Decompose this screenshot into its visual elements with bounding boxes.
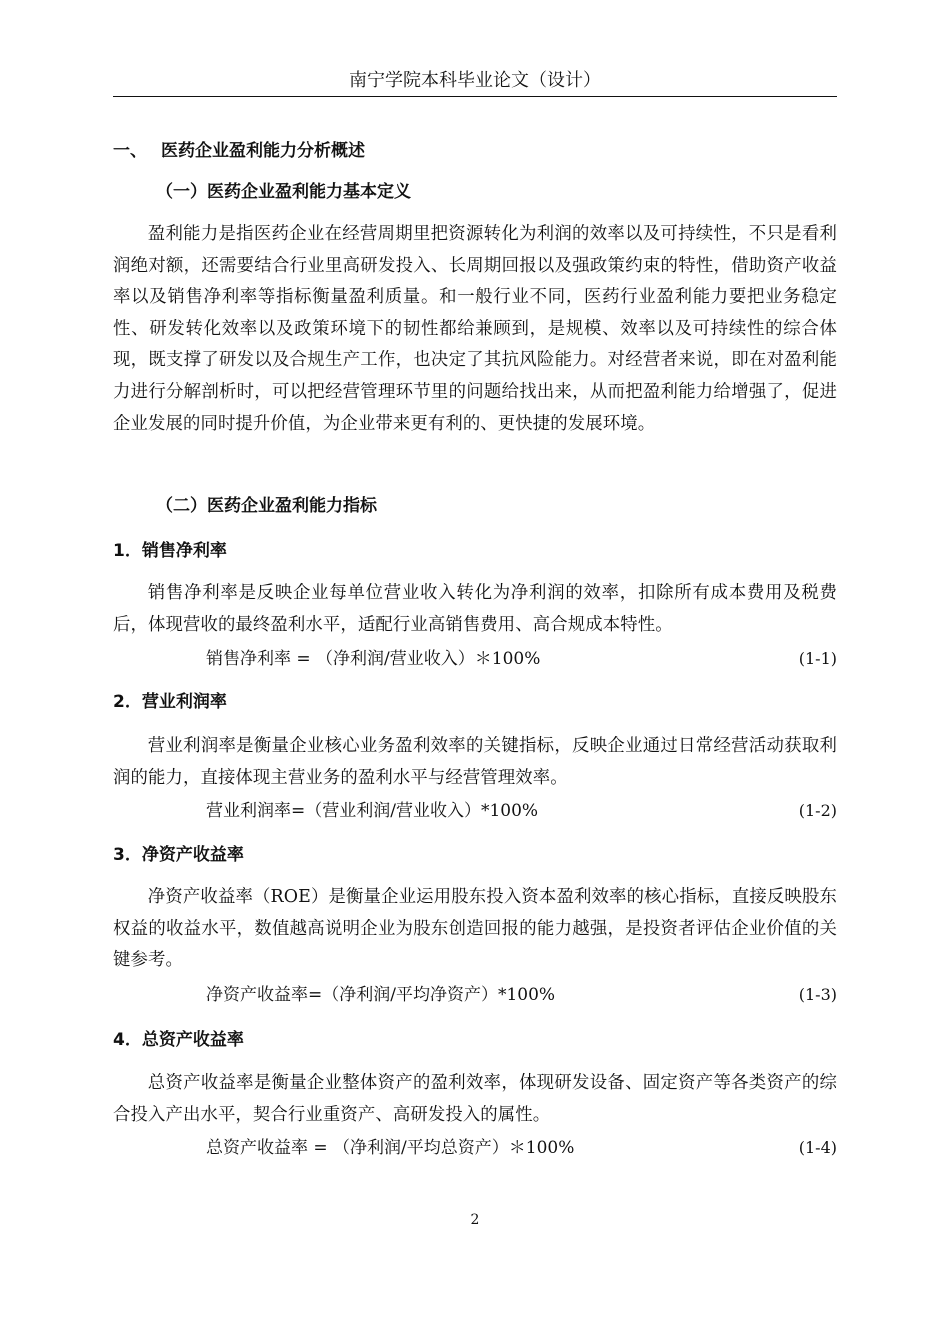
section-number: 一、 [113,141,147,161]
indicator-heading-roe: 3．净资产收益率 [113,845,244,865]
header-rule [113,96,837,97]
formula-text: 总资产收益率 = （净利润/平均总资产）＊100% [206,1138,575,1158]
formula-text: 营业利润率=（营业利润/营业收入）*100% [206,801,539,821]
indicator-paragraph-roe: 净资产收益率（ROE）是衡量企业运用股东投入资本盈利效率的核心指标，直接反映股东权益的收益水平，数值越高说明企业为股东创造回报的能力越强，是投资者评估企业价值的关键参考。 [113,887,837,971]
indicator-paragraph-net-profit-margin: 销售净利率是反映企业每单位营业收入转化为净利润的效率，扣除所有成本费用及税费后，体现营收的最终盈利水平，适配行业高销售费用、高合规成本特性。 [113,583,837,635]
formula-text: 销售净利率 = （净利润/营业收入）＊100% [206,649,541,669]
formula-number: (1-1) [798,649,837,668]
indicator-heading-roa: 4．总资产收益率 [113,1030,244,1050]
indicator-heading-operating-margin: 2．营业利润率 [113,692,227,712]
formula-number: (1-2) [798,801,837,820]
page-header: 南宁学院本科毕业论文（设计） [349,70,601,91]
formula-text: 净资产收益率=（净利润/平均净资产）*100% [206,985,556,1005]
section-heading [113,139,365,163]
section-title: 医药企业盈利能力分析概述 [161,141,365,161]
page-number: 2 [470,1212,480,1228]
definition-paragraph: 盈利能力是指医药企业在经营周期里把资源转化为利润的效率以及可持续性，不只是看利润绝对额，还需要结合行业里高研发投入、长周期回报以及强政策约束的特性，借助资产收益率以及销售净利率等指标衡量盈利质量。和一般行业不同，医药行业盈利能力要把业务稳定性、研发转化效率以及政策环境下的韧性都给兼顾到，是规模、效率以及可持续性的综合体现，既支撑了研发以及合规生产工作，也决定了其抗风险能力。对经营者来说，即在对盈利能力进行分解剖析时，可以把经营管理环节里的问题给找出来，从而把盈利能力给增强了，促进企业发展的同时提升价值，为企业带来更有利的、更快捷的发展环境。 [113,224,837,434]
formula-number: (1-3) [798,985,837,1004]
subsection-heading-indicators: （二）医药企业盈利能力指标 [156,496,377,516]
indicator-heading-net-profit-margin: 1．销售净利率 [113,541,227,561]
formula-number: (1-4) [798,1138,837,1157]
subsection-heading-definition: （一）医药企业盈利能力基本定义 [156,182,411,202]
indicator-paragraph-roa: 总资产收益率是衡量企业整体资产的盈利效率，体现研发设备、固定资产等各类资产的综合投入产出水平，契合行业重资产、高研发投入的属性。 [113,1073,837,1125]
indicator-paragraph-operating-margin: 营业利润率是衡量企业核心业务盈利效率的关键指标，反映企业通过日常经营活动获取利润的能力，直接体现主营业务的盈利水平与经营管理效率。 [113,736,837,788]
